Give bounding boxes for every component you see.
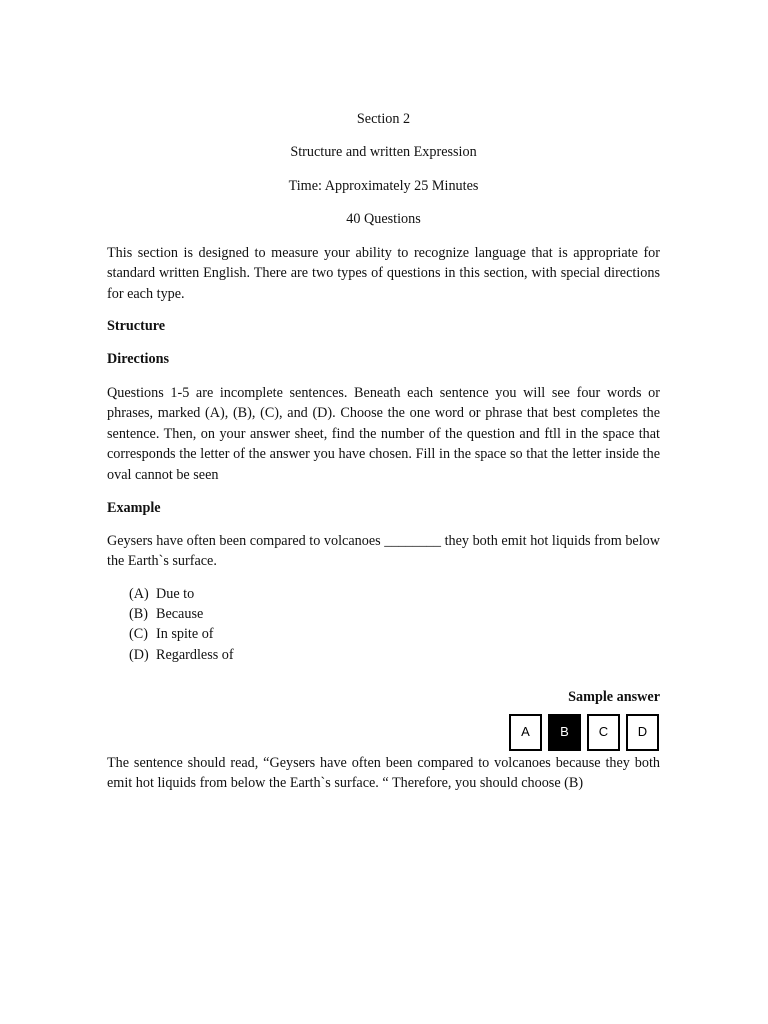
answer-box-a: A xyxy=(509,714,542,751)
directions-paragraph: Questions 1-5 are incomplete sentences. Beneath each sentence you will see four words or phrases, marked (A), (B), (C), and (D). Choose the one word or phrase that best completes the sentence. Then, on your answer sheet, find the number of the question and ftll in the space that corresponds the letter of the answer you have chosen. Fill in the space so that the letter inside the oval cannot be seen xyxy=(107,384,660,483)
section-title: Structure and written Expression xyxy=(290,144,477,161)
option-letter: (A) xyxy=(129,585,149,602)
option-text: Regardless of xyxy=(156,646,234,663)
section-number: Section 2 xyxy=(356,111,411,127)
option-text: Because xyxy=(156,606,204,623)
option-item xyxy=(129,645,660,665)
answer-box-d: D xyxy=(626,714,659,751)
option-text: In spite of xyxy=(156,626,214,643)
answer-box-c: C xyxy=(587,714,620,751)
option-letter: (D) xyxy=(129,646,149,663)
conclusion-paragraph: The sentence should read, “Geysers have often been compared to volcanoes because they both emit hot liquids from below the Earth`s surface. “ Therefore, you should choose (B) xyxy=(107,754,660,792)
option-letter: (B) xyxy=(129,606,148,623)
option-item xyxy=(129,624,660,644)
answer-boxes xyxy=(107,714,659,751)
option-letter: (C) xyxy=(129,626,148,643)
question-count: 40 Questions xyxy=(346,211,421,228)
sample-answer-label: Sample answer xyxy=(568,688,660,705)
intro-paragraph: This section is designed to measure your ability to recognize language that is appropriate for standard written English. There are two types of questions in this section, with special directions for each type. xyxy=(107,244,660,302)
example-heading: Example xyxy=(107,499,161,516)
option-item xyxy=(129,604,660,624)
section-time: Time: Approximately 25 Minutes xyxy=(288,177,479,194)
example-sentence: Geysers have often been compared to volcanoes ________ they both emit hot liquids from below the Earth`s surface. xyxy=(107,532,660,570)
answer-box-b: B xyxy=(548,714,581,751)
structure-heading: Structure xyxy=(107,318,166,335)
option-item xyxy=(129,584,660,604)
document-content xyxy=(107,109,660,806)
answer-options xyxy=(129,584,660,665)
directions-heading: Directions xyxy=(107,351,169,368)
option-text: Due to xyxy=(156,585,195,602)
